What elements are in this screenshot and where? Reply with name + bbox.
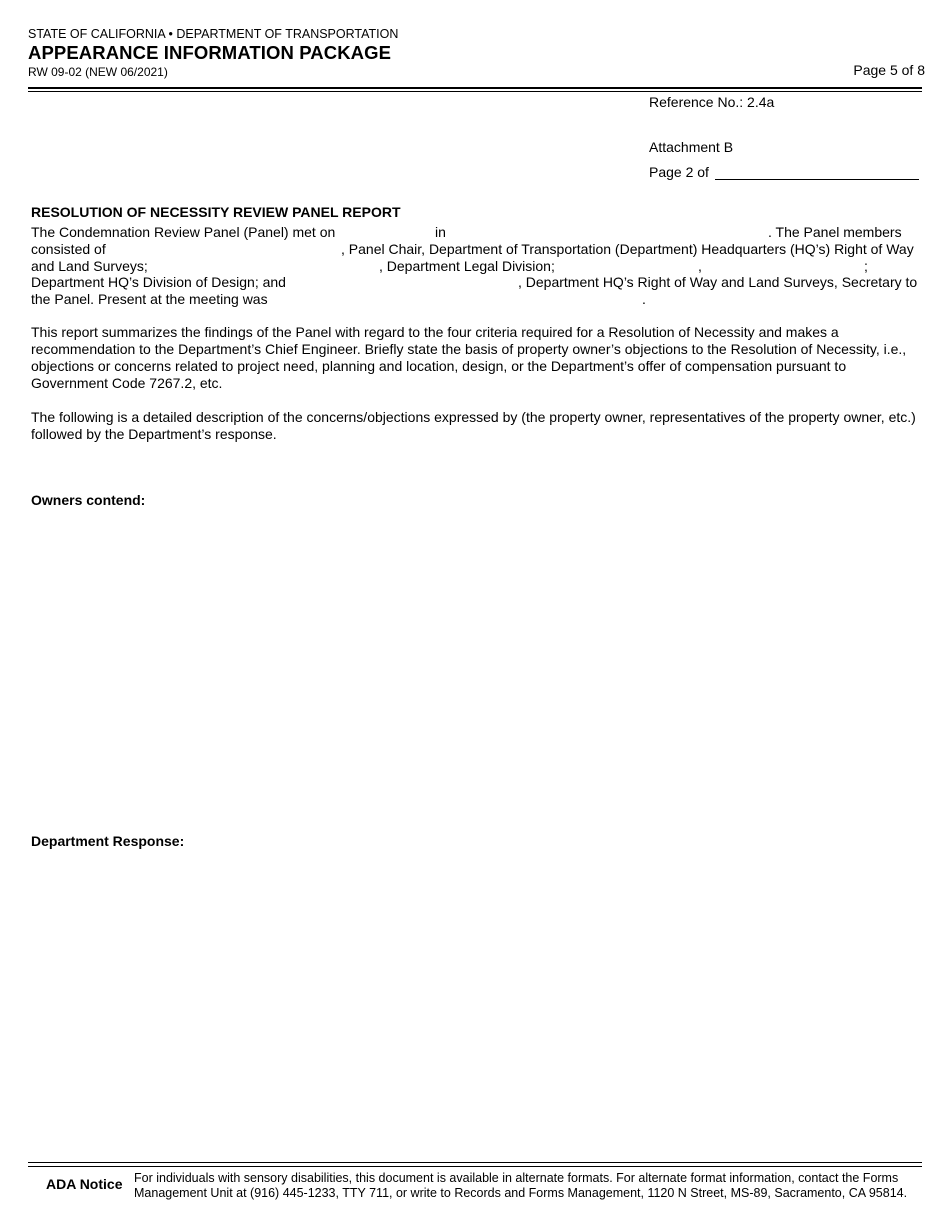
owners-contend-heading: Owners contend: — [31, 492, 146, 508]
header-rule-thick — [28, 87, 922, 89]
paragraph-line — [31, 258, 921, 275]
panel-meeting-paragraph — [31, 224, 921, 308]
text-fragment: , Department Legal Division; — [379, 257, 555, 274]
objections-paragraph: The following is a detailed description of the concerns/objections expressed by (the property owner, representatives of the property owner, etc.) followed by the Department’s response. — [31, 409, 916, 442]
text-fragment: ; — [864, 257, 868, 274]
reference-number: Reference No.: 2.4a — [649, 94, 775, 110]
report-title: RESOLUTION OF NECESSITY REVIEW PANEL REPORT — [31, 204, 401, 220]
paragraph-line — [31, 274, 921, 291]
department-response-heading: Department Response: — [31, 833, 185, 849]
page-of-field[interactable] — [715, 163, 919, 180]
text-fragment: consisted of — [31, 240, 106, 257]
summary-paragraph: This report summarizes the findings of the Panel with regard to the four criteria required for a Resolution of Necessity and makes a recommendation to the Department’s Chief Engineer. Briefly state the basis of property owner’s objections to the Resolution of Necessity, i.e., objections or concerns related to project need, planning and location, design, or the Department’s offer of compensation pursuant to Government Code 7267.2, etc. — [31, 324, 907, 391]
paragraph-line — [31, 224, 921, 241]
document-title: APPEARANCE INFORMATION PACKAGE — [28, 42, 392, 63]
footer-rule-bottom — [28, 1166, 922, 1167]
attachment-label: Attachment B — [649, 139, 734, 155]
text-fragment: , Panel Chair, Department of Transportation (Department) Headquarters (HQ’s) Right of Way — [341, 240, 914, 257]
page-of-label: Page 2 of — [649, 164, 709, 180]
text-fragment: the Panel. Present at the meeting was — [31, 291, 268, 308]
text-fragment: , — [698, 257, 702, 274]
text-fragment: . The Panel members — [768, 224, 902, 240]
ada-notice-text: For individuals with sensory disabilities, this document is available in alternate formats. For alternate format information, contact the Forms Management Unit at (916) 445-1233, TTY 711, or write to Records and Forms Management, 1120 N Street, MS-89, Sacramento, CA 95814. — [134, 1171, 908, 1200]
text-fragment: . — [642, 291, 646, 308]
text-fragment: and Land Surveys; — [31, 257, 148, 274]
agency-line: STATE OF CALIFORNIA • DEPARTMENT OF TRANSPORTATION — [28, 27, 399, 41]
text-fragment: Department HQ’s Division of Design; and — [31, 274, 286, 291]
text-fragment: The Condemnation Review Panel (Panel) met on — [31, 224, 336, 240]
paragraph-line — [31, 291, 921, 308]
text-fragment: , Department HQ’s Right of Way and Land Surveys, Secretary to — [518, 274, 918, 291]
header-rule-thin — [28, 91, 922, 92]
form-number: RW 09-02 (NEW 06/2021) — [28, 65, 168, 79]
paragraph-line — [31, 241, 921, 258]
page-of-row — [649, 163, 919, 180]
page-indicator: Page 5 of 8 — [853, 62, 925, 78]
text-fragment: in — [435, 224, 446, 240]
footer-rule-top — [28, 1162, 922, 1163]
ada-notice-label: ADA Notice — [46, 1176, 123, 1192]
